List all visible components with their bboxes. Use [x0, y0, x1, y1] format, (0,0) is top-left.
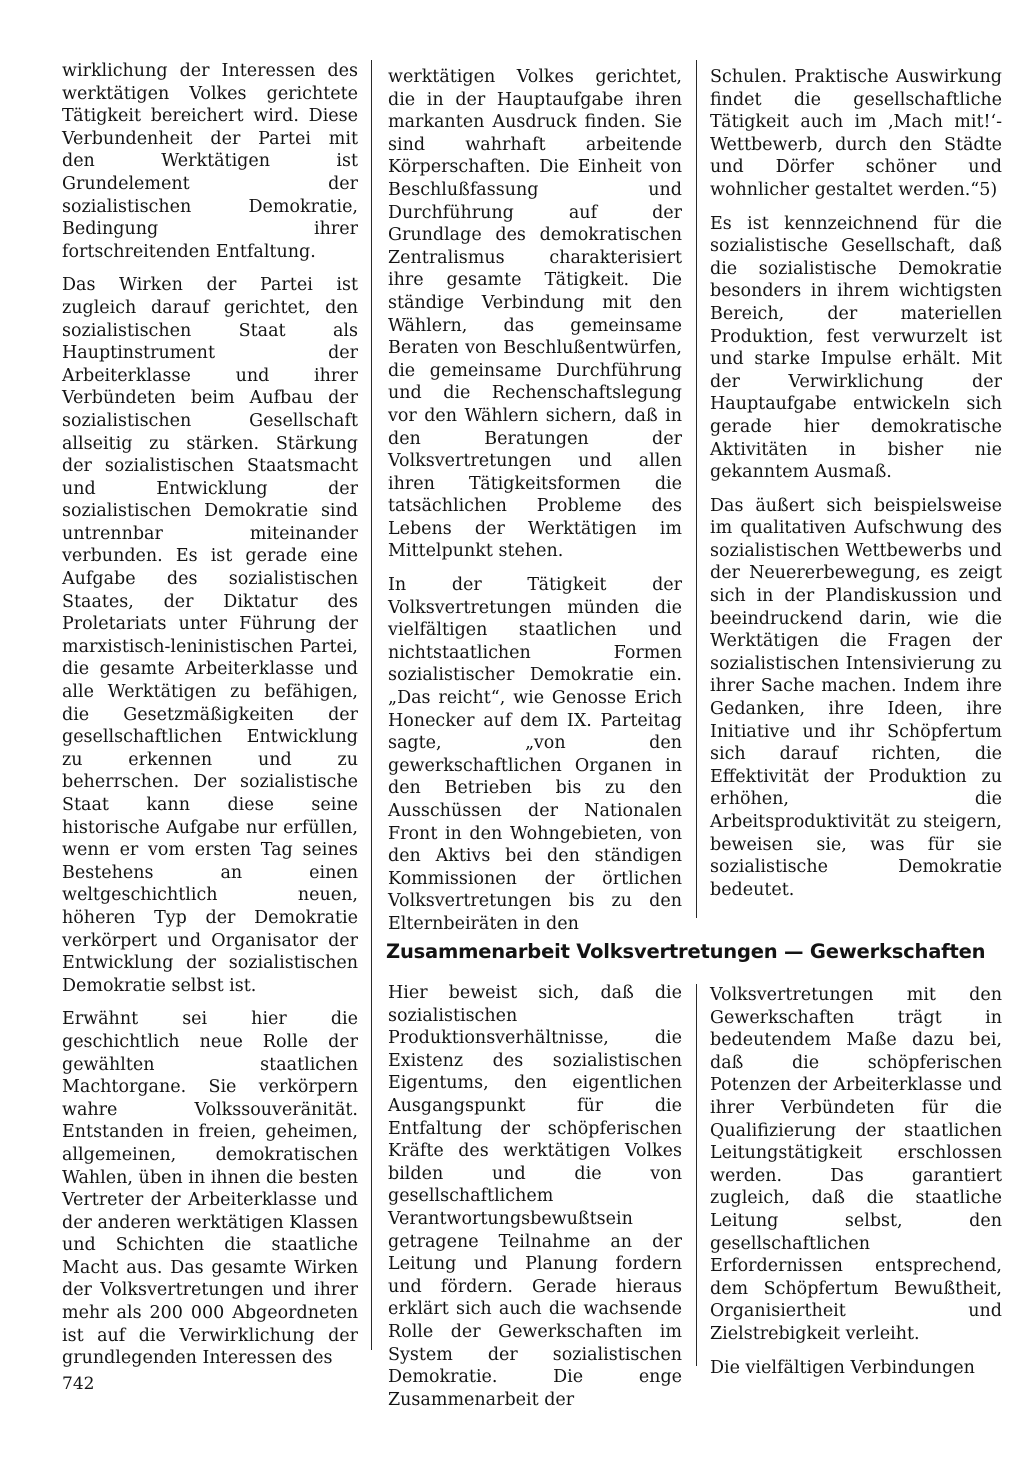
paragraph: Das äußert sich beispielsweise im qualitativen Aufschwung des sozialistischen Wettbewerbs und der Neuererbewegung, es zeigt sich in der Plandiskussion und beeindruckend darin, wie die Werktätigen die Fragen der sozialistischen Intensivierung zu ihrer Sache machen. Indem ihre Gedanken, ihre Ideen, ihre Initiative und ihr Schöpfertum sich darauf richten, die Effektivität der Produktion zu erhöhen, die Arbeitsproduktivität zu steigern, beweisen sie, was für sie sozialistische Demokratie bedeutet. [710, 495, 1002, 900]
paragraph: Das Wirken der Partei ist zugleich darauf gerichtet, den sozialistischen Staat als Hauptinstrument der Arbeiterklasse und ihrer Verbündeten beim Aufbau der sozialistischen Gesellschaft allseitig zu stärken. Stärkung der sozialistischen Staatsmacht und Entwicklung der sozialistischen Demokratie sind untrennbar miteinander verbunden. Es ist gerade eine Aufgabe des sozialistischen Staates, der Diktatur des Proletariats unter Führung der marxistisch-leninistischen Partei, die gesamte Arbeiterklasse und alle Werktätigen zu befähigen, die Gesetzmäßigkeiten der gesellschaftlichen Entwicklung zu erkennen und zu beherrschen. Der sozialistische Staat kann diese seine historische Aufgabe nur erfüllen, wenn er vom ersten Tag seines Bestehens an einen weltgeschichtlich neuen, höheren Typ der Demokratie verkörpert und Organisator der Entwicklung der sozialistischen Demokratie selbst ist. [62, 275, 358, 996]
paragraph: Schulen. Praktische Auswirkung findet die gesellschaftliche Tätigkeit auch im ‚Mach mit!‘-Wettbewerb, durch den Städte und Dörfer schöner und wohnlicher gestaltet werden.“5) [710, 67, 1002, 200]
text-column-right-upper [710, 66, 1002, 912]
text-column-left [62, 60, 358, 1381]
paragraph: Hier beweist sich, daß die sozialistischen Produktionsverhältnisse, die Existenz des sozialistischen Eigentums, den eigentlichen Ausgangspunkt für die Entfaltung der schöpferischen Kräfte des werktätigen Volkes bilden und die von gesellschaftlichem Verantwortungsbewußtsein getragene Teilnahme an der Leitung und Planung fordern und fördern. Gerade hieraus erklärt sich auch die wachsende Rolle der Gewerkschaften im System der sozialistischen Demokratie. Die enge Zusammenarbeit der [388, 983, 682, 1410]
paragraph: Es ist kennzeichnend für die sozialistische Gesellschaft, daß die sozialistische Demokratie besonders in ihrem wichtigsten Bereich, der materiellen Produktion, fest verwurzelt ist und starke Impulse erhält. Mit der Verwirklichung der Hauptaufgabe entwickeln sich gerade hier demokratische Aktivitäten in bisher nie gekanntem Ausmaß. [710, 213, 1002, 483]
column-divider [696, 984, 697, 1366]
column-divider [371, 60, 372, 1350]
paragraph: Volksvertretungen mit den Gewerkschaften trägt in bedeutendem Maße dazu bei, daß die schöpferischen Potenzen der Arbeiterklasse und ihrer Verbündeten für die Qualifizierung der staatlichen Leitungstätigkeit erschlossen werden. Das garantiert zugleich, daß die staatliche Leitung selbst, den gesellschaftlichen Erfordernissen entsprechend, dem Schöpfertum Bewußtheit, Organisiertheit und Zielstrebigkeit verleiht. [710, 985, 1002, 1344]
section-heading: Zusammenarbeit Volksvertretungen — Gewerkschaften [386, 940, 986, 963]
paragraph: werktätigen Volkes gerichtet, die in der Hauptaufgabe ihren markanten Ausdruck finden. Sie sind wahrhaft arbeitende Körperschaften. Die Einheit von Beschlußfassung und Durchführung auf der Grundlage des demokratischen Zentralismus charakterisiert ihre gesamte Tätigkeit. Die ständige Verbindung mit den Wählern, das gemeinsame Beraten von Beschlußentwürfen, die gemeinsame Durchführung und die Rechenschaftslegung vor den Wählern sichern, daß in den Beratungen der Volksvertretungen und allen ihren Tätigkeitsformen die tatsächlichen Probleme des Lebens der Werktätigen im Mittelpunkt stehen. [388, 67, 682, 562]
column-divider [696, 60, 697, 918]
text-column-right-lower [710, 984, 1002, 1390]
paragraph: Die vielfältigen Verbindungen [710, 1357, 975, 1378]
paragraph: wirklichung der Interessen des werktätigen Volkes gerichtete Tätigkeit bereichert wird. Diese Verbundenheit der Partei mit den Werktätigen ist Grundelement der sozialistischen Demokratie, Bedingung ihrer fortschreitenden Entfaltung. [62, 61, 358, 262]
page-number: 742 [62, 1374, 95, 1394]
text-column-middle-lower [388, 982, 682, 1422]
paragraph: Erwähnt sei hier die geschichtlich neue Rolle der gewählten staatlichen Machtorgane. Sie verkörpern wahre Volkssouveränität. Entstanden in freien, geheimen, allgemeinen, demokratischen Wahlen, üben in ihnen die besten Vertreter der Arbeiterklasse und der anderen werktätigen Klassen und Schichten die staatliche Macht aus. Das gesamte Wirken der Volksvertretungen und ihrer mehr als 200 000 Abgeordneten ist auf die Verwirklichung der grundlegenden Interessen des [62, 1009, 358, 1369]
paragraph: In der Tätigkeit der Volksvertretungen münden die vielfältigen staatlichen und nichtstaatlichen Formen sozialistischer Demokratie ein. „Das reicht“, wie Genosse Erich Honecker auf dem IX. Parteitag sagte, „von den gewerkschaftlichen Organen in den Betrieben bis zu den Ausschüssen der Nationalen Front in den Wohngebieten, von den Aktivs bei den ständigen Kommissionen der örtlichen Volksvertretungen bis zu den Elternbeiräten in den [388, 575, 682, 934]
text-column-middle-upper [388, 66, 682, 947]
